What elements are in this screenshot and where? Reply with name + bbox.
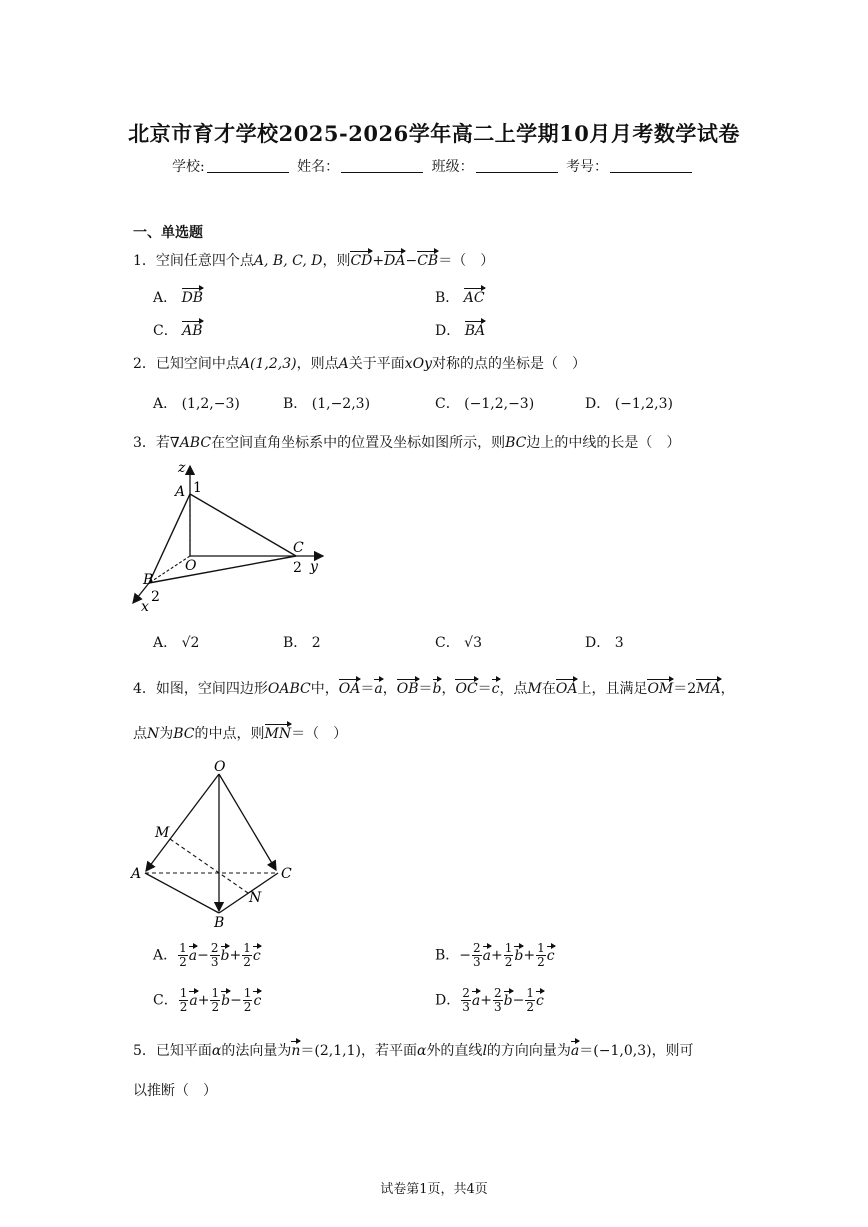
q1-vector-cb: CB	[417, 253, 439, 269]
edge-oa	[146, 774, 219, 871]
label-b: B	[214, 915, 225, 930]
q4-quad: OABC	[267, 681, 311, 697]
q2-option-a[interactable]: A． (1,2,−3)	[153, 396, 240, 412]
label-a: A	[175, 484, 186, 500]
name-blank	[341, 158, 423, 173]
q2-point: A(1,2,3)	[239, 356, 297, 372]
edge-ac	[190, 494, 296, 556]
q2-option-c-value: (−1,2,−3)	[464, 396, 535, 412]
question-2-stem	[133, 353, 586, 373]
section-heading: 一、单选题	[133, 225, 203, 241]
q3-triangle: ∇ABC	[169, 435, 212, 451]
q1-points: A, B, C, D	[253, 253, 323, 269]
q2-option-b-value: (1,−2,3)	[311, 396, 371, 412]
label-x: x	[141, 599, 149, 615]
q2-option-d-value: (−1,2,3)	[614, 396, 673, 412]
q1-text-c: ＝（ ）	[438, 253, 495, 269]
school-label: 学校:	[171, 159, 205, 175]
label-a: A	[131, 866, 142, 882]
q2-option-b[interactable]: B． (1,−2,3)	[283, 396, 371, 412]
q3-text-a: 3．若	[133, 435, 170, 451]
label-2-x: 2	[151, 589, 160, 605]
page-title: 北京市育才学校2025-2026学年高二上学期10月月考数学试卷	[128, 121, 740, 146]
q1-option-a[interactable]: A． DB	[153, 290, 204, 306]
q2-text-c: 关于平面	[348, 356, 405, 372]
segment-mn-dashed	[170, 839, 248, 893]
q4-tetrahedron-figure	[125, 755, 300, 930]
label-1: 1	[193, 480, 202, 496]
q2-plane: xOy	[404, 356, 432, 372]
label-b: B	[143, 572, 154, 588]
q4-option-b[interactable]: B．− $\frac{2}{3}$ a+ $\frac{1}{2}$ b+ $\frac{1}{2}$ c	[435, 941, 555, 969]
q3-option-d-value: 3	[614, 635, 624, 651]
student-info-line	[0, 156, 868, 176]
question-4-stem-line2: 点N为BC的中点，则MN＝（ ）	[133, 726, 348, 742]
q2-option-a-value: (1,2,−3)	[181, 396, 240, 412]
id-blank	[610, 158, 692, 173]
edge-bc	[149, 556, 296, 583]
class-blank	[476, 158, 558, 173]
q4-option-c[interactable]: C． $\frac{1}{2}$ a+ $\frac{1}{2}$ b− $\frac{1}{2}$ c	[153, 986, 262, 1014]
q3-option-a[interactable]: A． √2	[153, 635, 200, 651]
q3-side-bc: BC	[505, 435, 527, 451]
label-y: y	[310, 559, 318, 575]
q2-option-d[interactable]: D． (−1,2,3)	[585, 396, 673, 412]
q1-option-b-vector: AC	[463, 290, 485, 306]
q3-text-b: 在空间直角坐标系中的位置及坐标如图所示，则	[211, 435, 506, 451]
question-5-stem-line2: 以推断（ ）	[133, 1083, 217, 1099]
q1-option-c-vector: AB	[182, 323, 203, 339]
q3-option-b-value: 2	[311, 635, 321, 651]
id-label: 考号：	[566, 159, 609, 175]
label-c: C	[293, 540, 304, 556]
page-footer: 试卷第1页，共4页	[380, 1182, 488, 1197]
q1-vector-cd: CD	[350, 253, 373, 269]
question-3-stem	[133, 432, 680, 452]
q2-text-a: 2．已知空间中点	[133, 356, 240, 372]
q3-coordinate-figure	[125, 455, 340, 620]
label-m: M	[155, 825, 170, 841]
q4-option-a[interactable]: A． $\frac{1}{2}$ a− $\frac{2}{3}$ b+ $\frac{1}{2}$ c	[153, 941, 261, 969]
q2-text-d: 对称的点的坐标是（ ）	[432, 356, 586, 372]
label-o: O	[214, 759, 226, 775]
question-4-stem-line1: 4．如图，空间四边形OABC中，OA＝a，OB＝b，OC＝c，点M在OA上，且满足OM＝2MA，	[133, 681, 735, 697]
q3-option-d[interactable]: D． 3	[585, 635, 624, 651]
label-o: O	[185, 558, 197, 574]
label-z: z	[178, 460, 186, 476]
q1-text-a: 1．空间任意四个点	[133, 253, 254, 269]
q3-option-c-value: √3	[464, 635, 482, 651]
q1-text-b: ，则	[322, 253, 351, 269]
q1-vector-da: DA	[384, 253, 406, 269]
question-1-stem: 1．空间任意四个点A, B, C, D，则CD+DA−CB＝（ ）	[133, 253, 495, 269]
edge-ab	[149, 494, 190, 583]
q4-option-d[interactable]: D． $\frac{2}{3}$ a+ $\frac{2}{3}$ b− $\frac{1}{2}$ c	[435, 986, 544, 1014]
label-c: C	[281, 866, 292, 882]
q1-option-d-vector: BA	[464, 323, 486, 339]
q3-option-a-value: √2	[181, 635, 200, 651]
class-label: 班级：	[431, 159, 474, 175]
label-n: N	[249, 890, 262, 906]
q1-option-b[interactable]: B． AC	[435, 290, 485, 306]
q3-text-c: 边上的中线的长是（ ）	[526, 435, 681, 451]
question-5-stem-line1: 5．已知平面α的法向量为n＝(2,1,1)，若平面α外的直线l的方向向量为a＝(−1,0,3)，则可	[133, 1043, 694, 1059]
name-label: 姓名：	[297, 159, 340, 175]
q3-option-b[interactable]: B． 2	[283, 635, 321, 651]
q3-option-c[interactable]: C． √3	[435, 635, 482, 651]
q2-point-a: A	[338, 356, 349, 372]
school-blank	[207, 158, 289, 173]
q2-option-c[interactable]: C． (−1,2,−3)	[435, 396, 535, 412]
edge-oc	[219, 774, 276, 870]
label-2-y: 2	[293, 560, 302, 576]
q1-option-a-vector: DB	[181, 290, 204, 306]
q2-text-b: ，则点	[296, 356, 339, 372]
q1-option-c[interactable]: C． AB	[153, 323, 203, 339]
q1-option-d[interactable]: D． BA	[435, 323, 486, 339]
edge-ab	[145, 873, 219, 913]
